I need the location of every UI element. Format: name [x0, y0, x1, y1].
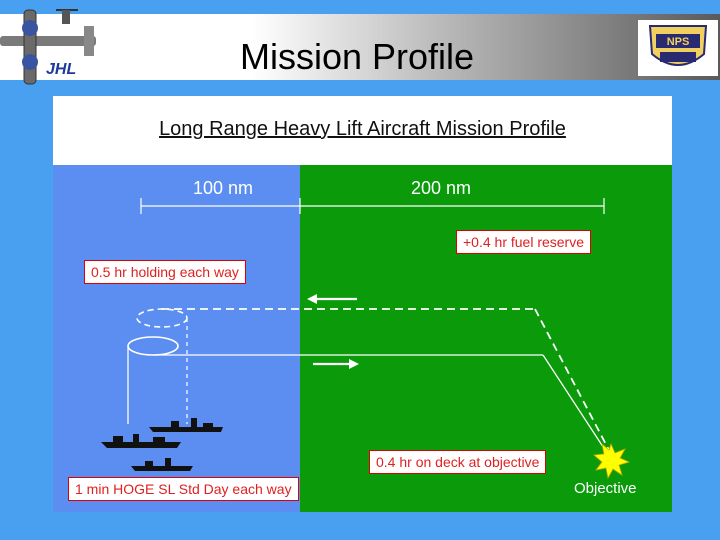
ship-silhouette-2: [101, 434, 181, 448]
callout-holding: 0.5 hr holding each way: [84, 260, 246, 284]
ship-silhouette-3: [131, 458, 193, 471]
ship-silhouette-1: [149, 418, 223, 432]
callout-hoge: 1 min HOGE SL Std Day each way: [68, 477, 299, 501]
callout-fuel-reserve: +0.4 hr fuel reserve: [456, 230, 591, 254]
jhl-aircraft-logo: [0, 6, 100, 88]
distance-label-100nm: 100 nm: [193, 178, 254, 198]
nps-shield-logo: [638, 20, 718, 76]
objective-label: Objective: [574, 480, 637, 497]
return-holding-orbit: [137, 309, 187, 327]
callout-on-deck: 0.4 hr on deck at objective: [369, 450, 546, 474]
flight-path-graphic: [53, 96, 672, 512]
return-arrow: [307, 294, 357, 304]
outbound-holding-orbit: [128, 337, 178, 355]
return-descent-dashed: [535, 309, 611, 454]
distance-label-200nm: 200 nm: [411, 178, 472, 198]
nps-logo-text: NPS: [666, 36, 690, 48]
outbound-arrow: [313, 359, 359, 369]
objective-burst: [594, 444, 629, 478]
outbound-descent: [543, 355, 609, 456]
slide-title: Mission Profile: [240, 36, 475, 77]
jhl-logo-text: JHL: [46, 61, 77, 78]
diagram-title: Long Range Heavy Lift Aircraft Mission Profile: [159, 118, 566, 140]
slide-header: [0, 14, 720, 80]
mission-profile-diagram: [53, 96, 672, 512]
